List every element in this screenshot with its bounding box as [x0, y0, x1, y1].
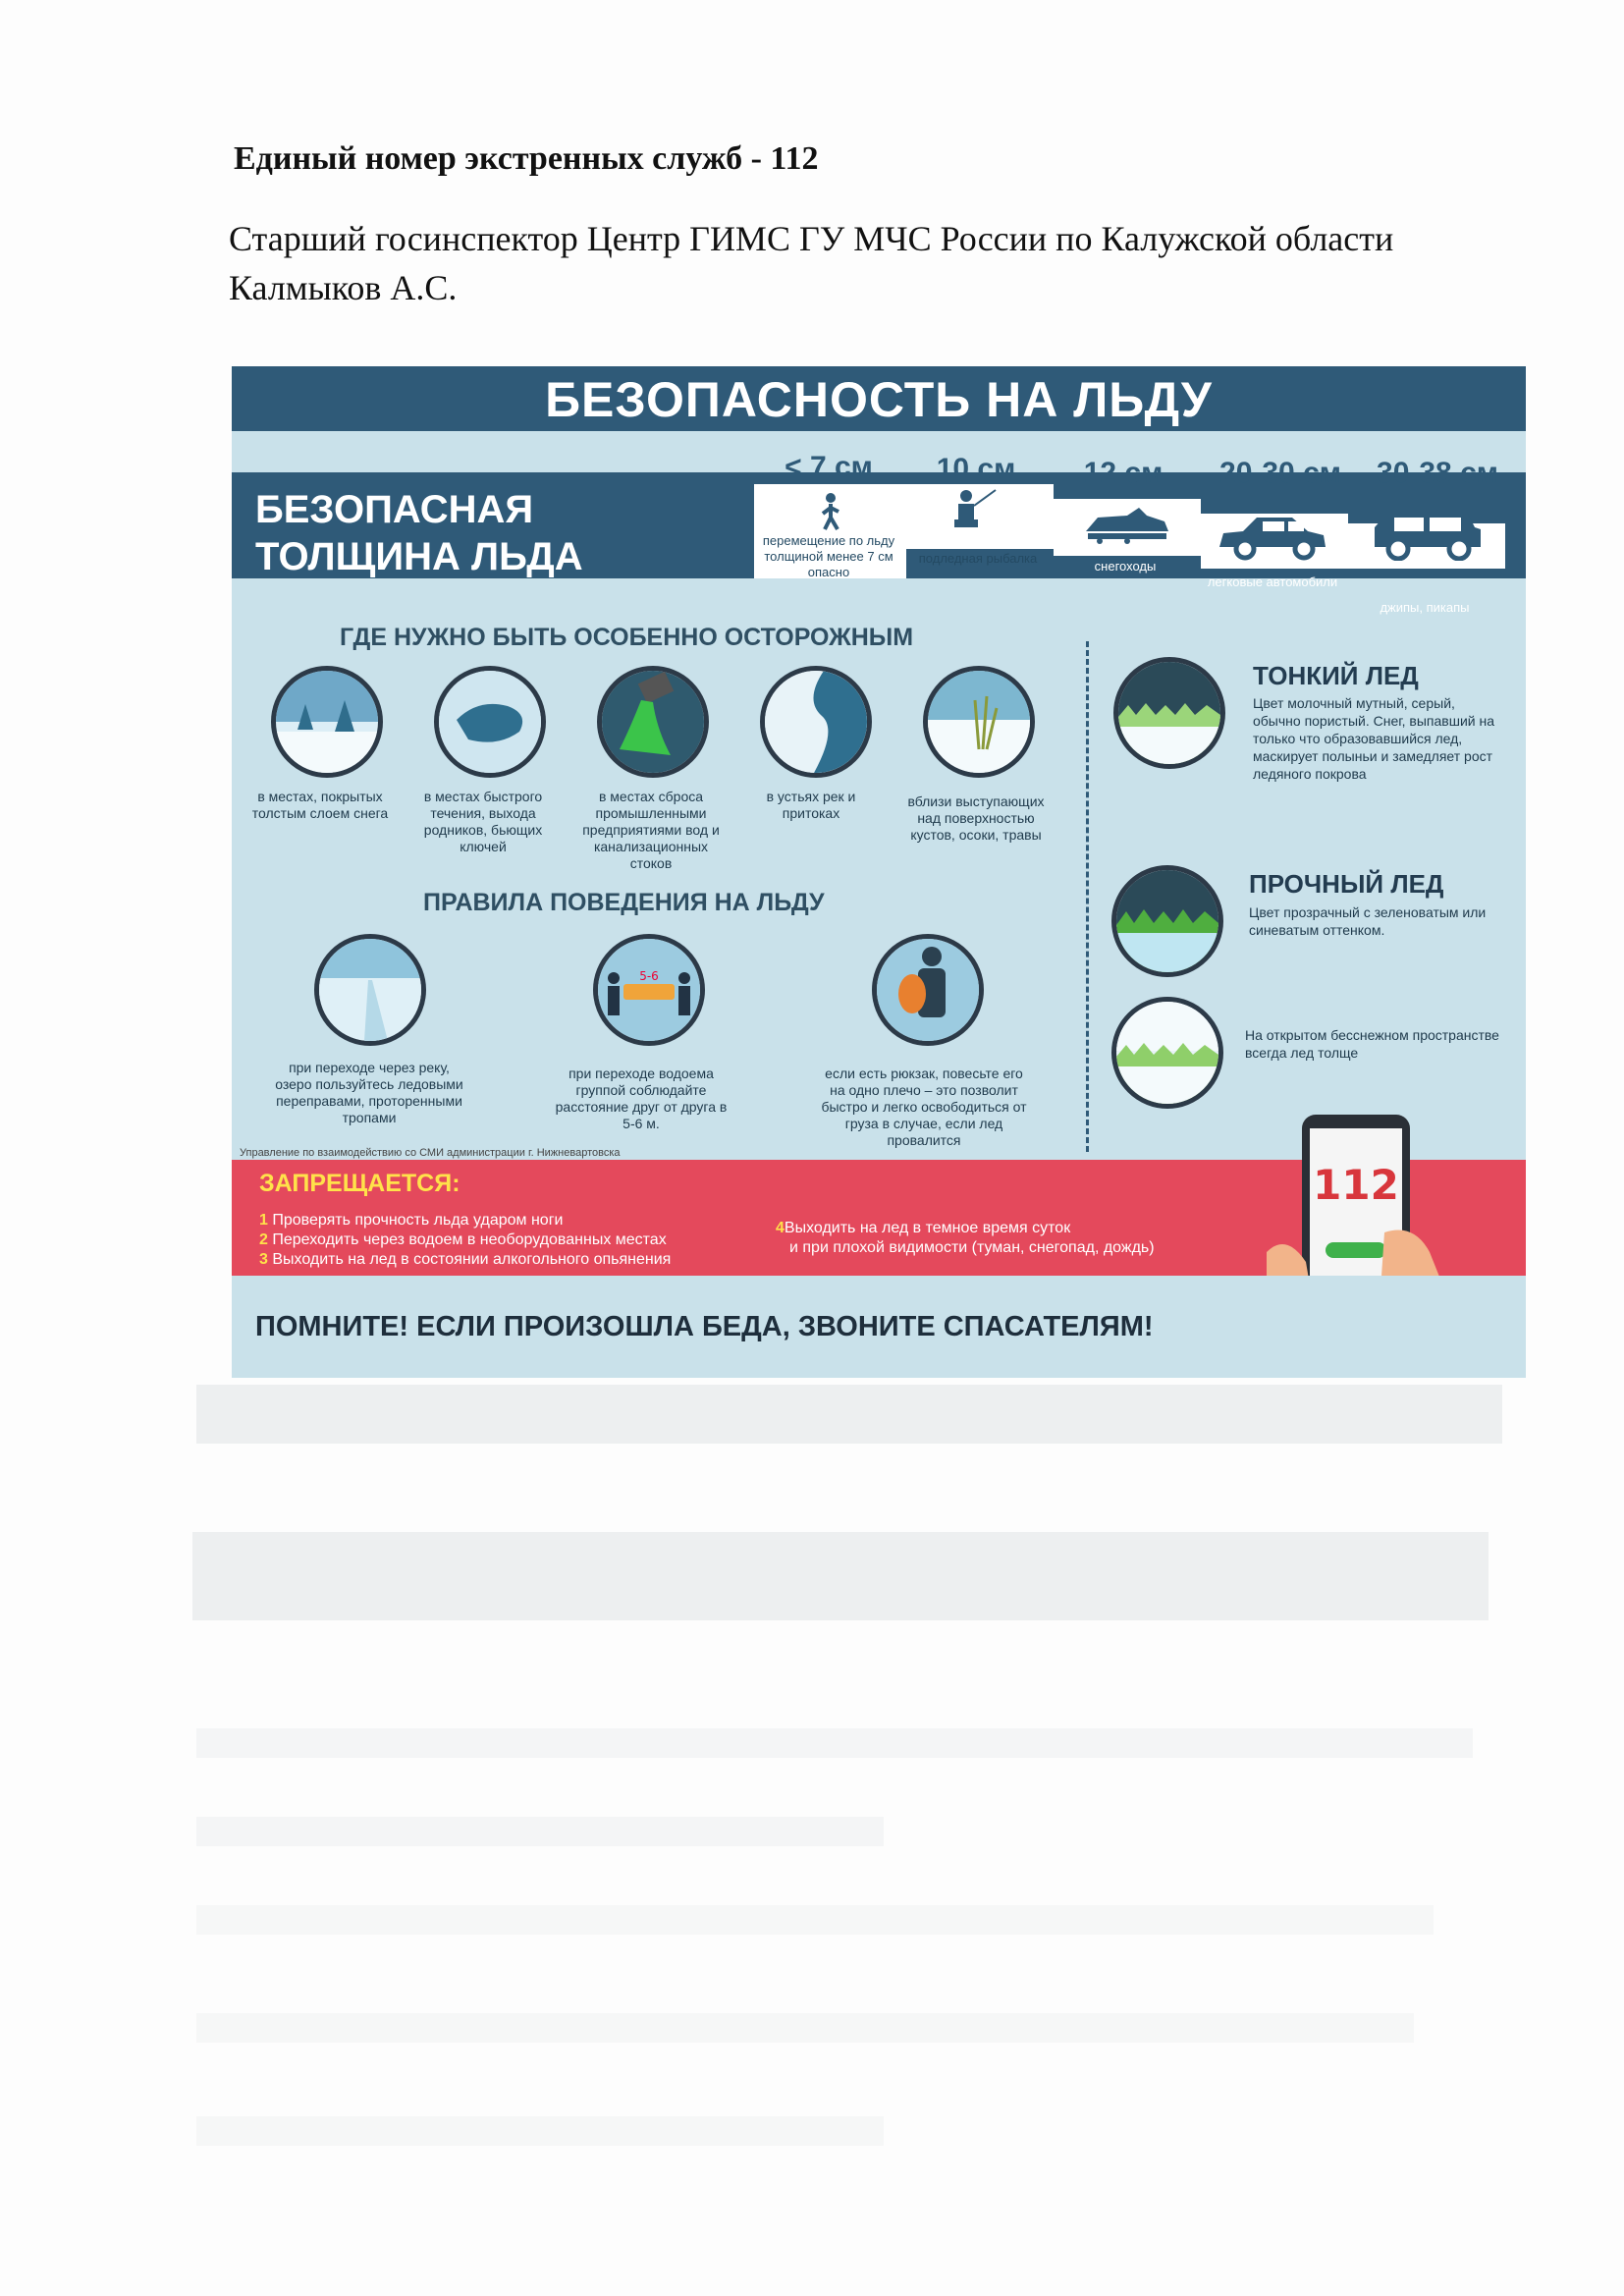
careful-caption: в местах быстрого течения, выхода родников, бьющих ключей: [423, 789, 543, 854]
thickness-caption: подледная рыбалка: [918, 551, 1038, 566]
thickness-value: < 7 см: [785, 451, 873, 483]
bleed-through: [196, 1385, 1502, 1444]
thickness-value: 10 см: [936, 453, 1016, 485]
thin-ice-icon: [1113, 657, 1225, 769]
rules-caption: при переходе через реку, озеро пользуйтесь ледовыми переправами, проторенными тропами: [275, 1060, 463, 1125]
svg-text:5-6: 5-6: [639, 969, 659, 983]
poster-title: БЕЗОПАСНОСТЬ НА ЛЬДУ: [232, 366, 1526, 431]
strong-ice-title: ПРОЧНЫЙ ЛЕД: [1249, 869, 1444, 899]
careful-caption: в местах, покрытых толстым слоем снега: [251, 789, 389, 821]
phone-number: 112: [1313, 1161, 1399, 1209]
bleed-through: [196, 2013, 1414, 2043]
walker-icon: [811, 492, 850, 531]
fisherman-icon: [948, 488, 1000, 531]
ice-hole-icon: [434, 666, 546, 778]
snowmobile-icon: [1078, 504, 1176, 545]
thickness-value: 30-38 см: [1377, 457, 1498, 489]
prohibited-item: 2 Переходить через водоем в необорудованных местах: [259, 1231, 667, 1248]
rules-caption: при переходе водоема группой соблюдайте расстояние друг от друга в 5-6 м.: [555, 1066, 728, 1131]
jeep-icon: [1369, 500, 1487, 561]
sewage-pipe-icon: [597, 666, 709, 778]
careful-title: ГДЕ НУЖНО БЫТЬ ОСОБЕННО ОСТОРОЖНЫМ: [340, 624, 914, 651]
prohibited-item: 3 Выходить на лед в состоянии алкогольного опьянения: [259, 1251, 672, 1268]
thickness-caption: джипы, пикапы: [1380, 600, 1470, 615]
strong-ice-icon: [1111, 865, 1223, 977]
bleed-through: [196, 1817, 884, 1846]
snowy-forest-icon: [271, 666, 383, 778]
strong-ice-text: Цвет прозрачный с зеленоватым или синеватым оттенком.: [1249, 904, 1487, 938]
ice-road-icon: [314, 934, 426, 1046]
rules-title: ПРАВИЛА ПОВЕДЕНИЯ НА ЛЬДУ: [423, 889, 825, 916]
thin-ice-title: ТОНКИЙ ЛЕД: [1253, 661, 1419, 690]
thickness-caption: легковые автомобили: [1207, 574, 1338, 589]
credit-line: Управление по взаимодействию со СМИ администрации г. Нижневартовска: [240, 1147, 621, 1159]
divider: [1086, 641, 1089, 1152]
prohibited-item: 1 Проверять прочность льда ударом ноги: [259, 1212, 564, 1229]
backpack-icon: [872, 934, 984, 1046]
author-name-line: Калмыков А.С.: [229, 268, 458, 307]
river-mouth-icon: [760, 666, 872, 778]
car-icon: [1214, 512, 1331, 561]
reeds-icon: [923, 666, 1035, 778]
bleed-through: [196, 2116, 884, 2146]
prohibited-title: ЗАПРЕЩАЕТСЯ:: [259, 1170, 460, 1197]
ice-safety-poster: [232, 366, 1526, 1378]
open-ice-text: На открытом бесснежном пространстве всегда лед толще: [1245, 1027, 1499, 1061]
careful-caption: в местах сброса промышленными предприятиями вод и канализационных стоков: [582, 789, 720, 871]
open-ice-icon: [1111, 997, 1223, 1109]
rules-caption: если есть рюкзак, повесьте его на одно плечо – это позволит быстро и легко освободиться от груза в случае, если лед провалится: [821, 1066, 1027, 1148]
thickness-caption: перемещение по льду толщиной менее 7 см опасно: [762, 533, 895, 579]
emergency-number-heading: Единый номер экстренных служб - 112: [234, 140, 819, 177]
prohibited-item: 4Выходить на лед в темное время суток и при плохой видимости (туман, снегопад, дождь): [776, 1220, 1155, 1256]
bleed-through: [196, 1905, 1434, 1935]
careful-caption: в устьях рек и притоках: [766, 789, 856, 821]
remember-slogan: ПОМНИТЕ! ЕСЛИ ПРОИЗОШЛА БЕДА, ЗВОНИТЕ СПАСАТЕЛЯМ!: [255, 1311, 1154, 1342]
bleed-through: [196, 1728, 1473, 1758]
thickness-value: 20-30 см: [1219, 457, 1341, 489]
thin-ice-text: Цвет молочный мутный, серый, обычно пористый. Снег, выпавший на только что образовавшийся лед, маскирует полыньи и замедляет рост ледяного покрова: [1253, 695, 1495, 782]
thickness-title: БЕЗОПАСНАЯ ТОЛЩИНА ЛЬДА: [255, 488, 583, 578]
bleed-through: [192, 1532, 1489, 1620]
author-title-line: Старший госинспектор Центр ГИМС ГУ МЧС России по Калужской области: [229, 219, 1394, 258]
thickness-value: 12 см: [1083, 457, 1164, 489]
thickness-caption: снегоходы: [1094, 559, 1157, 574]
careful-caption: вблизи выступающих над поверхностью кустов, осоки, травы: [907, 793, 1045, 843]
distance-icon: [593, 934, 705, 1046]
